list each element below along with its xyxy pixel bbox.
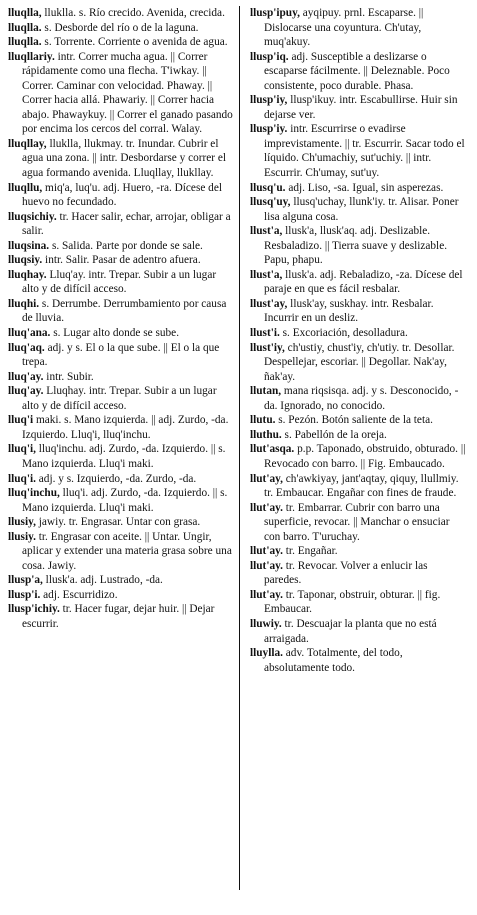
dictionary-entry: [250, 384, 466, 413]
dictionary-entry: [8, 137, 233, 181]
headword: llusp'ichiy.: [8, 603, 60, 616]
dictionary-entry: [8, 472, 233, 487]
headword: lluqllariy.: [8, 50, 55, 63]
headword: lluqlla,: [8, 7, 42, 19]
definition: adj. y s. El o la que sube. || El o la que trepa.: [22, 341, 220, 369]
dictionary-entry: [250, 559, 466, 588]
dictionary-entry: [8, 21, 233, 36]
definition: Lluqhay. intr. Trepar. Subir a un lugar alto y de difícil acceso.: [22, 385, 217, 412]
dictionary-entry: [8, 384, 233, 413]
headword: llut'ay.: [250, 559, 283, 572]
dictionary-entry: [250, 413, 466, 428]
headword: lluq'i.: [8, 472, 36, 485]
definition: s. Desborde del río o de la laguna.: [41, 21, 199, 34]
dictionary-entry: [250, 588, 466, 617]
definition: lluklla, llukmay. tr. Inundar. Cubrir el agua una zona. || intr. Desbordarse y correr el agua formando avenida. Lluqllay, llukllay.: [22, 137, 227, 180]
definition: llusk'a. adj. Lustrado, -da.: [42, 574, 163, 587]
definition: p.p. Taponado, obstruido, obturado. || Revocado con barro. || Fig. Embaucado.: [264, 443, 466, 470]
definition: Lluq'ay. intr. Trepar. Subir a un lugar alto y de difícil acceso.: [22, 268, 217, 296]
dictionary-entry: [250, 501, 466, 545]
headword: lluqhi.: [8, 297, 40, 310]
headword: llusp'iy.: [250, 123, 288, 136]
definition: adj. Liso, -sa. Igual, sin asperezas.: [285, 181, 444, 194]
definition: intr. Correr mucha agua. || Correr rápidamente como una flecha. T'iwkay. || Correr. Caminar con velocidad. Phaway. || Correr hacia allá. Phawariy. || Correr hacia abajo. Phawaykuy. || Correr el ganado pasando por encima los cercos del corral. Walay.: [22, 50, 233, 136]
definition: adj. Escurridizo.: [40, 588, 118, 601]
definition: lluklla. s. Río crecido. Avenida, crecida.: [41, 7, 225, 19]
dictionary-entry: [250, 122, 466, 180]
dictionary-entry: [8, 341, 233, 370]
dictionary-entry: [8, 588, 233, 603]
headword: llusiy,: [8, 516, 36, 529]
column-divider: [239, 6, 240, 890]
dictionary-entry: [250, 646, 466, 675]
headword: lluq'i,: [8, 443, 36, 456]
definition: tr. Hacer fugar, dejar huir. || Dejar escurrir.: [22, 603, 215, 630]
dictionary-entry: [250, 50, 466, 94]
headword: llust'iy,: [250, 341, 285, 354]
dictionary-entry: [250, 195, 466, 224]
definition: jawiy. tr. Engrasar. Untar con grasa.: [35, 516, 201, 529]
right-column: [250, 6, 466, 675]
headword: lluqsichiy.: [8, 210, 57, 223]
definition: s. Pabellón de la oreja.: [281, 428, 387, 441]
headword: lluqllay,: [8, 137, 47, 150]
headword: llust'i.: [250, 327, 280, 340]
dictionary-entry: [8, 602, 233, 631]
definition: s. Derrumbe. Derrumbamiento por causa de lluvia.: [22, 297, 227, 325]
dictionary-entry: [8, 181, 233, 210]
headword: llust'a,: [250, 268, 283, 281]
headword: lluq'ay.: [8, 370, 44, 383]
dictionary-entry: [250, 93, 466, 122]
headword: llusp'iy,: [250, 94, 288, 107]
headword: lluqlla.: [8, 21, 42, 34]
headword: lluylla.: [250, 647, 283, 660]
definition: ch'ustiy, chust'iy, ch'utiy. tr. Desollar. Despellejar, escoriar. || Degollar. Nak'ay, ñak'ay.: [264, 341, 455, 383]
dictionary-entry: [8, 239, 233, 254]
headword: llusp'ipuy,: [250, 7, 300, 19]
definition: tr. Taponar, obstruir, obturar. || fig. Embaucar.: [264, 588, 441, 616]
dictionary-entry: [250, 297, 466, 326]
headword: llut'ay.: [250, 501, 283, 514]
headword: llutu.: [250, 414, 276, 427]
headword: llusq'u.: [250, 181, 286, 194]
dictionary-entry: [8, 35, 233, 50]
headword: llut'ay.: [250, 588, 283, 601]
headword: llutan,: [250, 385, 282, 398]
definition: s. Pezón. Botón saliente de la teta.: [275, 414, 433, 427]
headword: lluthu.: [250, 428, 282, 441]
dictionary-entry: [250, 442, 466, 471]
dictionary-entry: [250, 617, 466, 646]
dictionary-entry: [250, 6, 466, 50]
dictionary-entry: [250, 544, 466, 559]
definition: llusk'ay, suskhay. intr. Resbalar. Incurrir en un desliz.: [264, 297, 434, 325]
definition: miq'a, luq'u. adj. Huero, -ra. Dícese del huevo no fecundado.: [22, 181, 222, 209]
definition: ayqipuy. prnl. Escaparse. || Dislocarse una coyuntura. Ch'utay, muq'akuy.: [264, 7, 424, 49]
definition: tr. Engrasar con aceite. || Untar. Ungir, aplicar y extender una materia grasa sobre una cosa. Jawiy.: [22, 530, 232, 572]
definition: mana riqsisqa. adj. y s. Desconocido, -da. Ignorado, no conocido.: [264, 385, 459, 412]
dictionary-entry: [8, 413, 233, 442]
definition: s. Excoriación, desolladura.: [279, 327, 408, 340]
headword: lluqlla.: [8, 36, 42, 49]
headword: lluqhay.: [8, 268, 47, 281]
dictionary-entry: [8, 326, 233, 341]
definition: tr. Engañar.: [282, 545, 338, 558]
headword: llusp'i.: [8, 588, 41, 601]
headword: llut'ay.: [250, 545, 283, 558]
headword: lluq'ana.: [8, 327, 51, 340]
definition: tr. Hacer salir, echar, arrojar, obligar a salir.: [22, 210, 231, 238]
headword: llusp'iq.: [250, 50, 289, 63]
dictionary-entry: [8, 530, 233, 574]
dictionary-entry: [250, 181, 466, 196]
dictionary-entry: [250, 428, 466, 443]
definition: intr. Subir.: [43, 370, 94, 383]
dictionary-entry: [8, 442, 233, 471]
definition: tr. Descuajar la planta que no está arraigada.: [264, 617, 437, 645]
definition: llusk'a. adj. Rebaladizo, -za. Dícese del paraje en que es fácil resbalar.: [264, 268, 463, 296]
definition: tr. Revocar. Volver a enlucir las paredes.: [264, 559, 428, 587]
dictionary-entry: [8, 6, 233, 21]
headword: lluqsiy.: [8, 254, 43, 267]
definition: intr. Escurrirse o evadirse imprevistamente. || tr. Escurrir. Sacar todo el líquido. Ch'umachiy, sut'uchiy. || intr. Escurrir. Ch'umay, sut'uy.: [264, 123, 465, 180]
headword: llusp'a,: [8, 574, 43, 587]
definition: adv. Totalmente, del todo, absolutamente todo.: [264, 647, 403, 674]
headword: lluq'ay.: [8, 385, 44, 398]
definition: tr. Embarrar. Cubrir con barro una superficie, revocar. || Manchar o ensuciar con barro. T'uruchay.: [264, 501, 450, 543]
dictionary-entry: [8, 515, 233, 530]
headword: lluwiy.: [250, 617, 282, 630]
definition: maki. s. Mano izquierda. || adj. Zurdo, -da. Izquierdo. Lluq'i, lluq'inchu.: [22, 414, 229, 441]
headword: lluq'i: [8, 414, 34, 427]
dictionary-entry: [8, 210, 233, 239]
dictionary-entry: [250, 326, 466, 341]
definition: ch'awkiyay, jant'aqtay, qiquy, llullmiy. tr. Embaucar. Engañar con fines de fraude.: [264, 472, 459, 500]
definition: llusk'a, llusk'aq. adj. Deslizable. Resbaladizo. || Tierra suave y deslizable. Papu, phapu.: [264, 225, 448, 267]
dictionary-entry: [8, 573, 233, 588]
left-column: [8, 6, 233, 632]
definition: adj. y s. Izquierdo, -da. Zurdo, -da.: [35, 472, 197, 485]
definition: adj. Susceptible a deslizarse o escaparse fácilmente. || Deleznable. Poco consistente, poco durable. Phasa.: [264, 50, 450, 92]
headword: llusq'uy,: [250, 196, 291, 209]
definition: s. Torrente. Corriente o avenida de agua.: [41, 36, 228, 49]
headword: llust'ay,: [250, 297, 288, 310]
headword: llust'a,: [250, 225, 283, 238]
dictionary-entry: [250, 341, 466, 385]
definition: llusq'uchay, llunk'iy. tr. Alisar. Poner lisa alguna cosa.: [264, 196, 459, 223]
dictionary-entry: [250, 472, 466, 501]
headword: llut'ay,: [250, 472, 283, 485]
dictionary-entry: [8, 268, 233, 297]
definition: lluq'inchu. adj. Zurdo, -da. Izquierdo. || s. Mano izquierda. Lluq'i maki.: [22, 443, 226, 470]
headword: lluqllu,: [8, 181, 43, 194]
dictionary-entry: [250, 224, 466, 268]
headword: llusiy.: [8, 530, 36, 543]
definition: llusp'ikuy. intr. Escabullirse. Huir sin dejarse ver.: [264, 94, 458, 121]
headword: lluq'aq.: [8, 341, 45, 354]
definition: lluq'i. adj. Zurdo, -da. Izquierdo. || s. Mano izquierda. Lluq'i maki.: [22, 487, 228, 514]
dictionary-entry: [8, 297, 233, 326]
headword: llut'asqa.: [250, 443, 295, 456]
definition: s. Salida. Parte por donde se sale.: [49, 239, 203, 252]
definition: s. Lugar alto donde se sube.: [50, 327, 180, 340]
definition: intr. Salir. Pasar de adentro afuera.: [42, 254, 201, 267]
dictionary-entry: [8, 486, 233, 515]
headword: lluq'inchu,: [8, 487, 60, 500]
dictionary-entry: [8, 253, 233, 268]
dictionary-entry: [250, 268, 466, 297]
dictionary-entry: [8, 50, 233, 137]
headword: lluqsina.: [8, 239, 50, 252]
dictionary-entry: [8, 370, 233, 385]
